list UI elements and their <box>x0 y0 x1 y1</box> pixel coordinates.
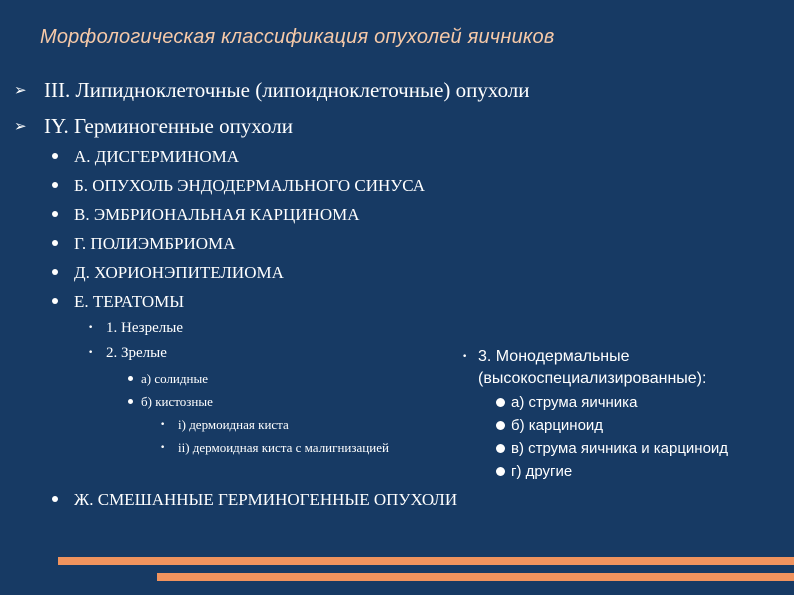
monodermal-item-d <box>496 463 572 480</box>
bullet-icon <box>52 211 58 217</box>
teratoma-monodermal <box>462 346 706 389</box>
teratoma-label: 1. Незрелые <box>106 320 183 336</box>
germ-item-label: Б. ОПУХОЛЬ ЭНДОДЕРМАЛЬНОГО СИНУСА <box>74 176 426 195</box>
germ-item-b <box>52 176 425 196</box>
germ-item-label: А. ДИСГЕРМИНОМА <box>74 147 239 166</box>
monodermal-sub-label: в) струма яичника и карциноид <box>511 440 729 457</box>
bullet-icon: • <box>160 420 166 430</box>
bullet-icon: • <box>88 348 94 358</box>
germ-item-label: Ж. СМЕШАННЫЕ ГЕРМИНОГЕННЫЕ ОПУХОЛИ <box>74 490 458 509</box>
accent-bar-top <box>58 557 794 565</box>
germ-item-label: Д. ХОРИОНЭПИТЕЛИОМА <box>74 263 284 282</box>
germ-item-e <box>52 263 284 283</box>
accent-bar-bottom <box>157 573 794 581</box>
germ-item-f <box>52 292 184 312</box>
bullet-icon <box>128 399 133 404</box>
monodermal-sub-label: б) карциноид <box>511 417 604 434</box>
monodermal-label-cont: (высокоспециализированные): <box>478 370 707 387</box>
arrow-bullet-icon: ➢ <box>14 117 27 135</box>
germ-item-d <box>52 234 235 254</box>
bullet-icon <box>496 467 505 476</box>
germ-item-mixed <box>52 490 457 510</box>
mature-sub-label: а) солидные <box>141 371 208 386</box>
teratoma-mature <box>88 345 167 362</box>
monodermal-sub-label: а) струма яичника <box>511 394 638 411</box>
arrow-bullet-icon: ➢ <box>14 81 27 99</box>
bullet-icon: • <box>160 443 166 453</box>
bullet-icon <box>52 240 58 246</box>
cystic-dermoid <box>160 417 289 433</box>
monodermal-sub-label: г) другие <box>511 463 573 480</box>
bullet-icon: • <box>462 352 468 362</box>
cystic-dermoid-malignant <box>160 440 389 456</box>
list-item-label: III. Липидноклеточные (липоидноклеточные) опухоли <box>44 78 530 102</box>
mature-sub-label: б) кистозные <box>141 394 213 409</box>
mature-solid <box>128 371 208 387</box>
bullet-icon <box>52 496 58 502</box>
bullet-icon <box>52 182 58 188</box>
bullet-icon <box>52 269 58 275</box>
germ-item-a <box>52 147 239 167</box>
bullet-icon <box>52 153 58 159</box>
bullet-icon: • <box>88 323 94 333</box>
bullet-icon <box>52 298 58 304</box>
monodermal-item-b <box>496 417 603 434</box>
germ-item-label: В. ЭМБРИОНАЛЬНАЯ КАРЦИНОМА <box>74 205 360 224</box>
monodermal-item-a <box>496 394 637 411</box>
cystic-sub-label: i) дермоидная киста <box>178 417 289 432</box>
cystic-sub-label: ii) дермоидная киста с малигнизацией <box>178 440 389 455</box>
bullet-icon <box>496 398 505 407</box>
list-item-germ-cell <box>14 114 293 139</box>
monodermal-item-c <box>496 440 728 457</box>
germ-item-label: Г. ПОЛИЭМБРИОМА <box>74 234 236 253</box>
teratoma-immature <box>88 320 183 337</box>
bullet-icon <box>496 444 505 453</box>
list-item-label: IY. Герминогенные опухоли <box>44 114 293 138</box>
bullet-icon <box>128 376 133 381</box>
germ-item-label: Е. ТЕРАТОМЫ <box>74 292 185 311</box>
slide-title: Морфологическая классификация опухолей яичников <box>40 26 555 48</box>
germ-item-c <box>52 205 360 225</box>
bullet-icon <box>496 421 505 430</box>
mature-cystic <box>128 394 213 410</box>
list-item-lipid-cell <box>14 78 530 103</box>
teratoma-label: 2. Зрелые <box>106 345 167 361</box>
monodermal-label: 3. Монодермальные <box>478 348 630 365</box>
